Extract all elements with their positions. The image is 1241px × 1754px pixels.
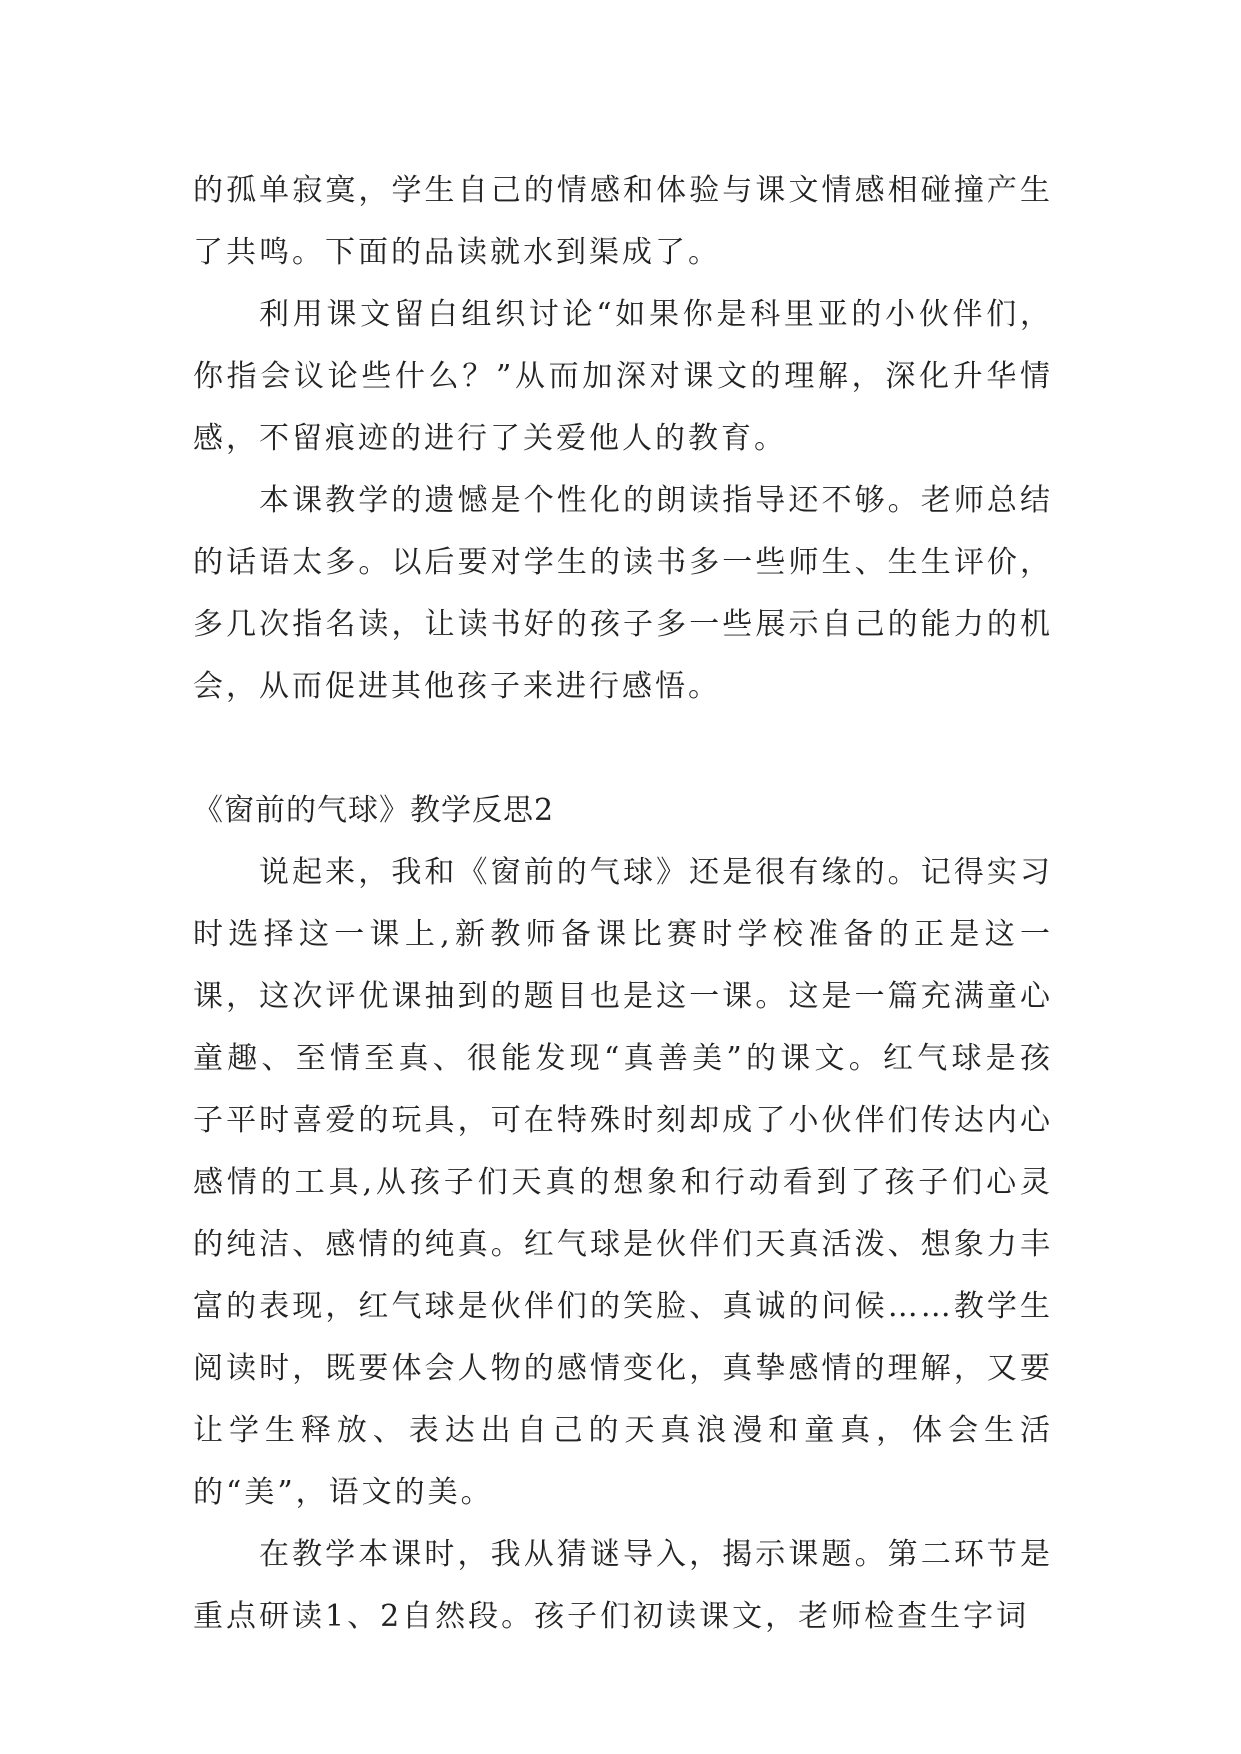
paragraph-teaching: 在教学本课时，我从猜谜导入，揭示课题。第二环节是重点研读1、2自然段。孩子们初读课文，老师检查生字词 — [193, 1537, 1053, 1634]
paragraph-regret: 本课教学的遗憾是个性化的朗读指导还不够。老师总结的话语太多。以后要对学生的读书多一些师生、生生评价，多几次指名读，让读书好的孩子多一些展示自己的能力的机会，从而促进其他孩子来进行感悟。 — [193, 483, 1053, 704]
paragraph-continuation: 的孤单寂寞，学生自己的情感和体验与课文情感相碰撞产生了共鸣。下面的品读就水到渠成了。 — [193, 173, 1053, 270]
section-gap — [193, 718, 1053, 780]
section-heading: 《窗前的气球》教学反思2 — [193, 793, 555, 828]
document-page — [193, 160, 1053, 1648]
paragraph-intro: 说起来，我和《窗前的气球》还是很有缘的。记得实习时选择这一课上,新教师备课比赛时学校准备的正是这一课，这次评优课抽到的题目也是这一课。这是一篇充满童心童趣、至情至真、很能发现“真善美”的课文。红气球是孩子平时喜爱的玩具，可在特殊时刻却成了小伙伴们传达内心感情的工具,从孩子们天真的想象和行动看到了孩子们心灵的纯洁、感情的纯真。红气球是伙伴们天真活泼、想象力丰富的表现，红气球是伙伴们的笑脸、真诚的问候……教学生阅读时，既要体会人物的感情变化，真挚感情的理解，又要让学生释放、表达出自己的天真浪漫和童真，体会生活的“美”，语文的美。 — [193, 855, 1053, 1510]
paragraph-discussion: 利用课文留白组织讨论“如果你是科里亚的小伙伴们，你指会议论些什么？”从而加深对课文的理解，深化升华情感，不留痕迹的进行了关爱他人的教育。 — [193, 297, 1053, 456]
